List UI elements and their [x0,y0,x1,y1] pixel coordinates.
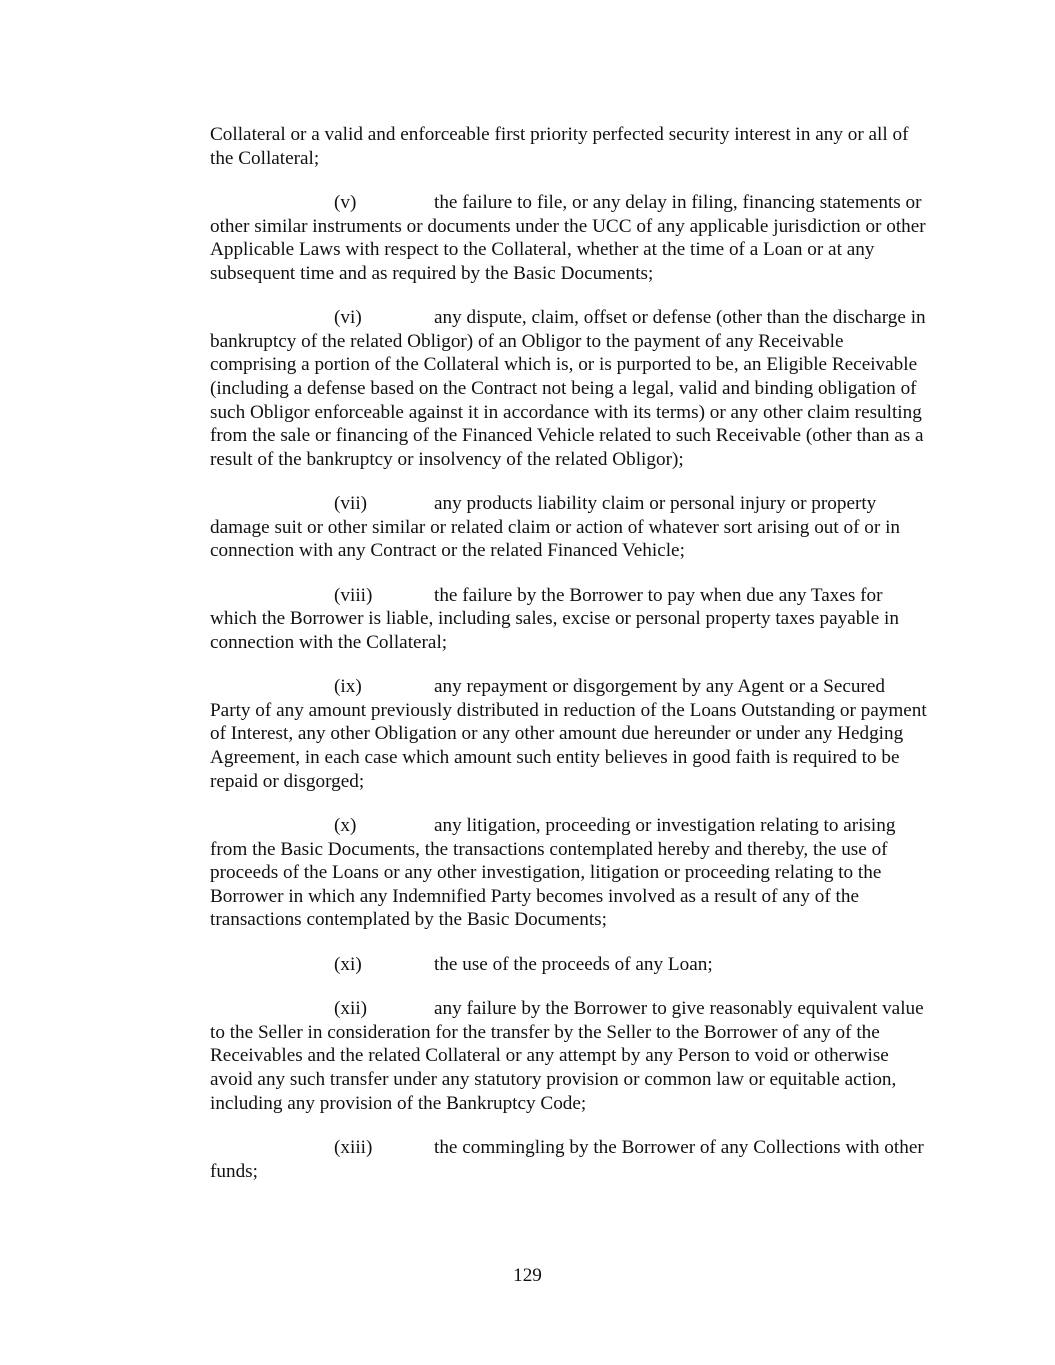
clause-number: (vi) [334,307,362,329]
clause-number: (xi) [334,953,362,975]
clause-number: (x) [334,815,357,837]
clause-number: (viii) [334,584,373,606]
clause-text: any litigation, proceeding or investigation relating to arising from the Basic Documents, the transactions contemplated hereby and thereby, the use of proceeds of the Loans or any other investigation, litigation or proceeding relating to the Borrower in which any Indemnified Party becomes involved as a result of any of the transactions contemplated by the Basic Documents; [210,815,896,931]
continuation-paragraph: Collateral or a valid and enforceable first priority perfected security interest in any or all of the Collateral; [210,124,909,169]
clause-number: (xii) [334,998,368,1020]
clause-text: any products liability claim or personal injury or property damage suit or other similar or related claim or action of whatever sort arising out of or in connection with any Contract or the related Financed Vehicle; [210,493,901,562]
clause-number: (xiii) [334,1136,373,1158]
clause-text: the commingling by the Borrower of any Collections with other funds; [210,1136,924,1182]
clause-text: any failure by the Borrower to give reasonably equivalent value to the Seller in consideration for the transfer by the Seller to the Borrower of any of the Receivables and the related Collateral or any attempt by any Person to void or otherwise avoid any such transfer under any statutory provision or common law or equitable action, including any provision of the Bankruptcy Code; [210,998,924,1114]
clause-v [210,191,930,285]
clause-number: (v) [334,191,357,213]
clause-xiii [210,1136,930,1183]
clause-xi [210,953,930,977]
clause-number: (ix) [334,676,362,698]
clause-text: any repayment or disgorgement by any Agent or a Secured Party of any amount previously distributed in reduction of the Loans Outstanding or payment of Interest, any other Obligation or any other amount due hereunder or under any Hedging Agreement, in each case which amount such entity believes in good faith is required to be repaid or disgorged; [210,676,927,792]
clause-text: the failure by the Borrower to pay when due any Taxes for which the Borrower is liable, including sales, excise or personal property taxes payable in connection with the Collateral; [210,584,899,653]
clause-vii [210,492,930,563]
clause-vi [210,306,930,471]
page-number: 129 [513,1265,542,1286]
clause-text: the use of the proceeds of any Loan; [434,953,713,975]
clause-number: (vii) [334,493,368,515]
clause-ix [210,675,930,793]
clause-xii [210,997,930,1115]
clause-x [210,814,930,932]
clause-text: the failure to file, or any delay in filing, financing statements or other similar instruments or documents under the UCC of any applicable jurisdiction or other Applicable Laws with respect to the Collateral, whether at the time of a Loan or at any subsequent time and as required by the Basic Documents; [210,191,926,284]
clause-viii [210,584,930,655]
document-body [210,123,930,1204]
clause-text: any dispute, claim, offset or defense (other than the discharge in bankruptcy of the related Obligor) of an Obligor to the payment of any Receivable comprising a portion of the Collateral which is, or is purported to be, an Eligible Receivable (including a defense based on the Contract not being a legal, valid and binding obligation of such Obligor enforceable against it in accordance with its terms) or any other claim resulting from the sale or financing of the Financed Vehicle related to such Receivable (other than as a result of the bankruptcy or insolvency of the related Obligor); [210,307,926,470]
